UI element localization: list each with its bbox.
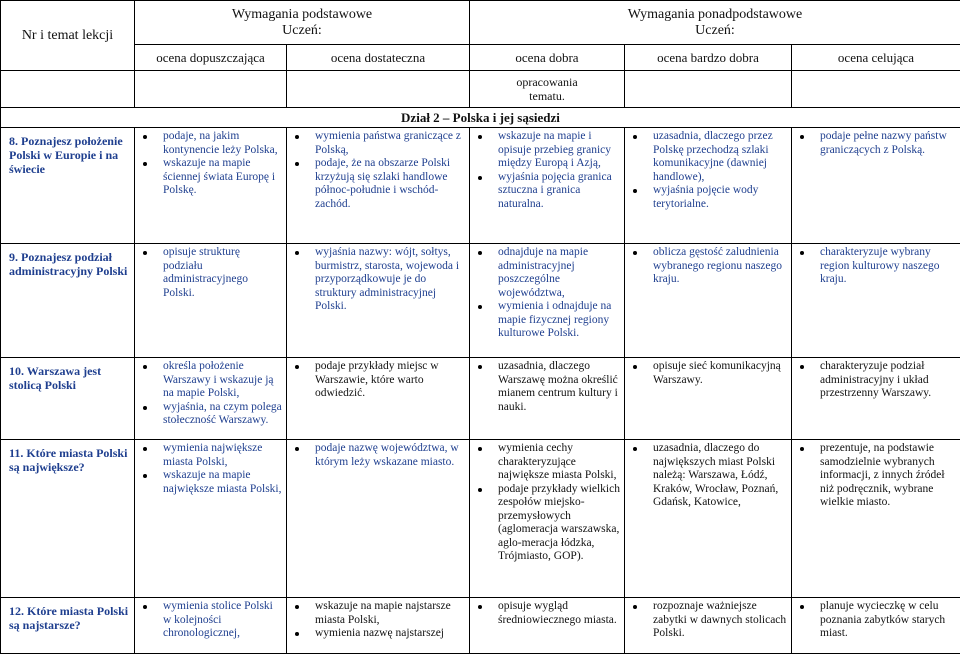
g4-cell — [625, 358, 792, 440]
requirement-item: wymienia największe miasta Polski, — [143, 442, 282, 469]
header-advanced-title: Wymagania ponadpodstawowe — [627, 6, 803, 22]
requirement-item: charakteryzuje wybrany region kulturowy naszego kraju. — [800, 246, 956, 287]
g5-cell — [792, 598, 960, 654]
requirement-item: planuje wycieczkę w celu poznania zabytków starych miast. — [800, 600, 956, 641]
requirement-item: wyjaśnia, na czym polega stołeczność Warszawy. — [143, 401, 282, 428]
requirement-item: odnajduje na mapie administracyjnej poszczególne województwa, — [478, 246, 620, 300]
requirement-list — [135, 244, 286, 300]
requirement-item: wyjaśnia nazwy: wójt, sołtys, burmistrz, starosta, wojewoda i przyporządkowuje je do struktury administracyjnej Polski. — [295, 246, 465, 314]
requirement-list — [470, 598, 624, 627]
grade-header: ocena dobra — [470, 45, 625, 71]
requirement-list — [135, 598, 286, 641]
requirement-list — [287, 244, 469, 314]
requirement-list — [792, 128, 960, 157]
requirement-list — [135, 358, 286, 428]
g4-cell — [625, 244, 792, 358]
requirement-list — [625, 244, 791, 287]
topic-cell: 12. Które miasta Polski są najstarsze? — [1, 598, 135, 654]
g3-cell — [470, 598, 625, 654]
topic-cell: 8. Poznajesz położenie Polski w Europie i na świecie — [1, 128, 135, 244]
topic-cell: 11. Które miasta Polski są największe? — [1, 440, 135, 598]
grade-header: ocena celująca — [792, 45, 960, 71]
topic-cell: 9. Poznajesz podział administracyjny Polski — [1, 244, 135, 358]
requirement-item: opisuje strukturę podziału administracyjnego Polski. — [143, 246, 282, 300]
g2-cell — [287, 128, 470, 244]
requirement-list — [287, 128, 469, 211]
requirement-list — [625, 128, 791, 211]
requirement-list — [287, 598, 469, 641]
requirement-item: wymienia i odnajduje na mapie fizycznej regiony kulturowe Polski. — [478, 300, 620, 341]
g1-cell — [135, 128, 287, 244]
topic-cell: 10. Warszawa jest stolicą Polski — [1, 358, 135, 440]
header-basic — [135, 1, 470, 45]
requirement-item: rozpoznaje ważniejsze zabytki w dawnych stolicach Polski. — [633, 600, 787, 641]
g4-cell — [625, 440, 792, 598]
g2-cell — [287, 358, 470, 440]
requirement-item: podaje przykłady miejsc w Warszawie, które warto odwiedzić. — [295, 360, 465, 401]
g1-cell — [135, 440, 287, 598]
requirement-item: uzasadnia, dlaczego przez Polskę przechodzą szlaki komunikacyjne (dawniej handlowe), — [633, 130, 787, 184]
requirement-list — [470, 128, 624, 211]
requirement-item: określa położenie Warszawy i wskazuje ją na mapie Polski, — [143, 360, 282, 401]
requirement-list — [135, 128, 286, 198]
requirement-item: charakteryzuje podział administracyjny i układ przestrzenny Warszawy. — [800, 360, 956, 401]
g5-cell — [792, 128, 960, 244]
requirement-item: wymienia nazwę najstarszej — [295, 627, 465, 641]
g2-cell — [287, 598, 470, 654]
requirement-item: wymienia cechy charakteryzujące największe miasta Polski, — [478, 442, 620, 483]
requirement-list — [287, 358, 469, 401]
requirement-item: podaje przykłady wielkich zespołów miejsko-przemysłowych (aglomeracja warszawska, aglo-meracja łódzka, Trójmiasto, GOP). — [478, 483, 620, 564]
requirement-item: podaje, że na obszarze Polski krzyżują się szlaki handlowe północ-południe i wschód-zachód. — [295, 157, 465, 211]
header-basic-sub: Uczeń: — [282, 22, 322, 38]
requirement-item: wyjaśnia pojęcia granica sztuczna i granica naturalna. — [478, 171, 620, 212]
requirement-list — [625, 440, 791, 510]
requirement-list — [625, 598, 791, 641]
grade-header: ocena dopuszczająca — [135, 45, 287, 71]
grade-header: ocena dostateczna — [287, 45, 470, 71]
requirement-list — [287, 440, 469, 469]
requirement-list — [625, 358, 791, 387]
g2-cell — [287, 440, 470, 598]
header-topic: Nr i temat lekcji — [1, 1, 135, 71]
requirement-item: podaje nazwę województwa, w którym leży wskazane miasto. — [295, 442, 465, 469]
requirement-item: prezentuje, na podstawie samodzielnie wybranych informacji, z innych źródeł niż podręcznik, wybrane wielkie miasto. — [800, 442, 956, 510]
requirement-list — [470, 358, 624, 414]
requirement-list — [792, 244, 960, 287]
requirement-list — [135, 440, 286, 496]
requirement-item: wskazuje na mapie największe miasta Polski, — [143, 469, 282, 496]
requirement-item: uzasadnia, dlaczego do największych miast Polski należą: Warszawa, Łódź, Kraków, Wrocław, Poznań, Gdańsk, Katowice, — [633, 442, 787, 510]
g5-cell — [792, 440, 960, 598]
g5-cell — [792, 358, 960, 440]
header-basic-title: Wymagania podstawowe — [231, 6, 373, 22]
g3-cell — [470, 358, 625, 440]
requirement-item: wskazuje na mapie ściennej świata Europę i Polskę. — [143, 157, 282, 198]
requirement-item: wymienia państwa graniczące z Polską, — [295, 130, 465, 157]
requirement-item: opisuje sieć komunikacyjną Warszawy. — [633, 360, 787, 387]
requirement-list — [792, 598, 960, 641]
section-title: Dział 2 – Polska i jej sąsiedzi — [1, 108, 960, 128]
requirement-item: opisuje wygląd średniowiecznego miasta. — [478, 600, 620, 627]
g4-cell — [625, 128, 792, 244]
g4-cell — [625, 598, 792, 654]
g3-cell — [470, 128, 625, 244]
g3-cell — [470, 440, 625, 598]
g1-cell — [135, 244, 287, 358]
requirement-item: wskazuje na mapie i opisuje przebieg granicy między Europą i Azją, — [478, 130, 620, 171]
g1-cell — [135, 598, 287, 654]
tail-text: opracowania tematu. — [470, 71, 625, 108]
header-advanced-sub: Uczeń: — [695, 22, 735, 38]
requirement-item: wskazuje na mapie najstarsze miasta Polski, — [295, 600, 465, 627]
grade-header: ocena bardzo dobra — [625, 45, 792, 71]
g2-cell — [287, 244, 470, 358]
requirement-item: podaje pełne nazwy państw graniczących z Polską. — [800, 130, 956, 157]
requirement-item: podaje, na jakim kontynencie leży Polska, — [143, 130, 282, 157]
g1-cell — [135, 358, 287, 440]
requirement-list — [470, 244, 624, 341]
requirement-item: uzasadnia, dlaczego Warszawę można określić mianem centrum kultury i nauki. — [478, 360, 620, 414]
g3-cell — [470, 244, 625, 358]
requirement-item: wymienia stolice Polski w kolejności chronologicznej, — [143, 600, 282, 641]
requirement-list — [470, 440, 624, 564]
requirement-item: wyjaśnia pojęcie wody terytorialne. — [633, 184, 787, 211]
g5-cell — [792, 244, 960, 358]
requirement-list — [792, 440, 960, 510]
requirement-list — [792, 358, 960, 401]
requirement-item: oblicza gęstość zaludnienia wybranego regionu naszego kraju. — [633, 246, 787, 287]
header-advanced — [470, 1, 960, 45]
